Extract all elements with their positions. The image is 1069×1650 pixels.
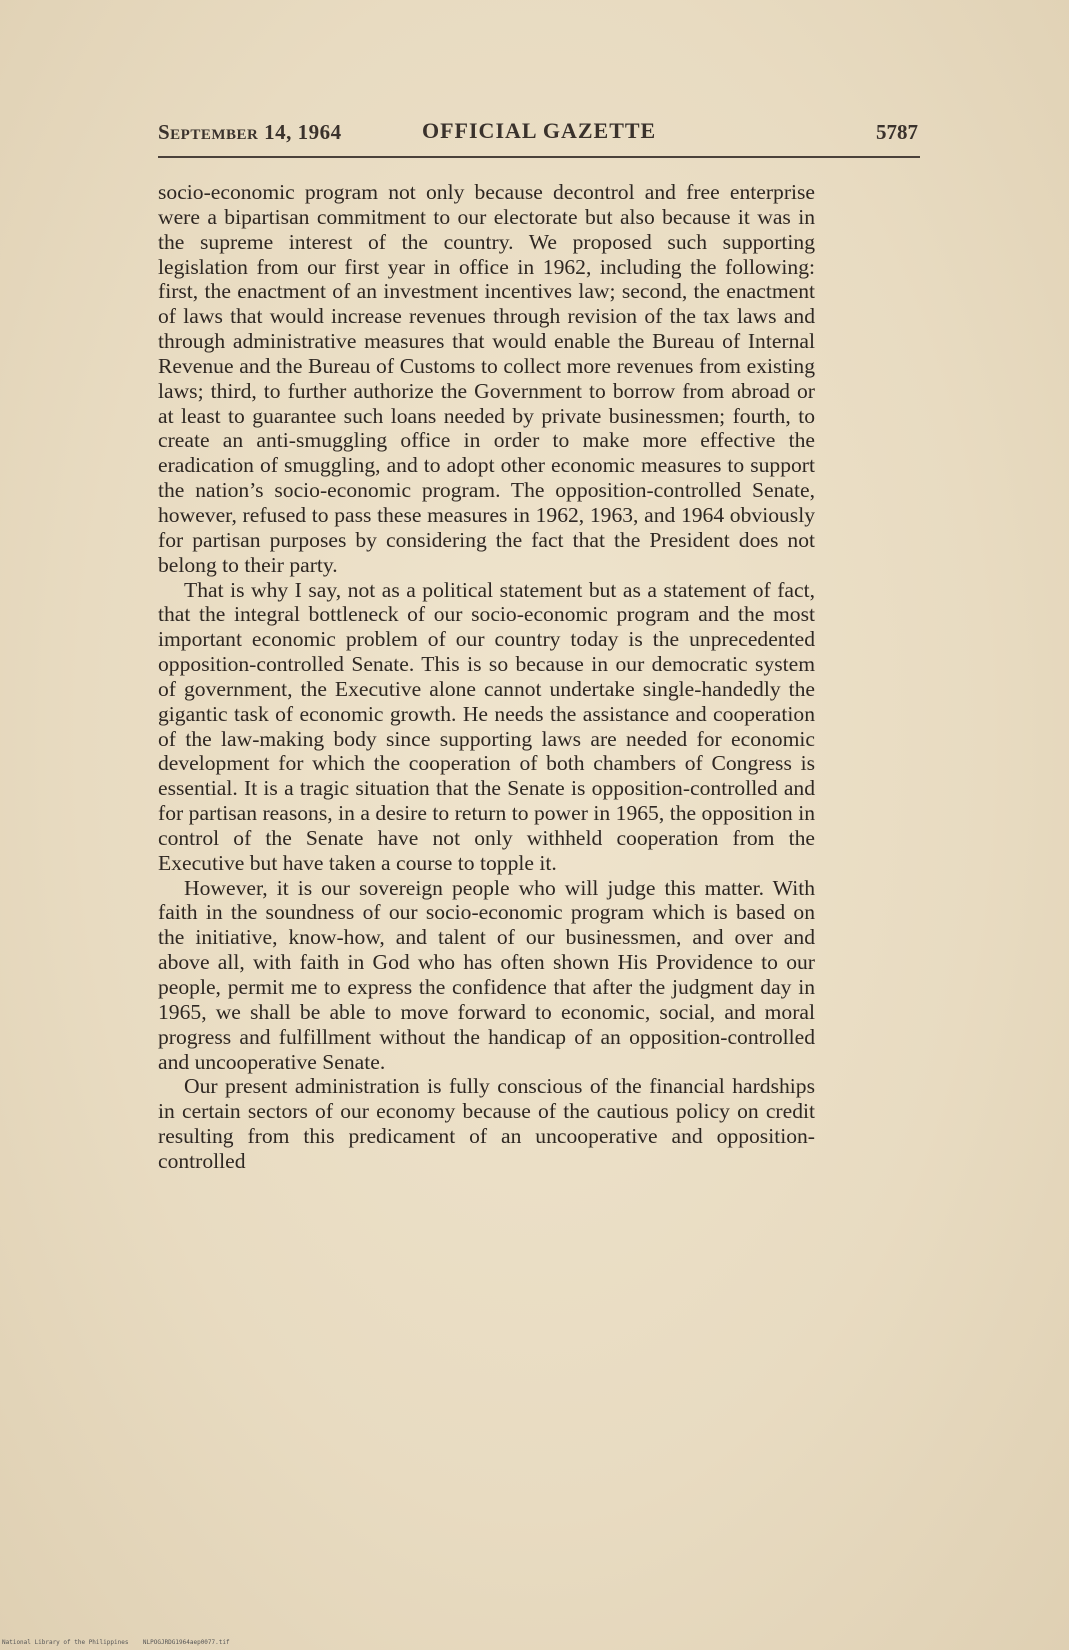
paragraph: Our present administration is fully conscious of the financial hardships in certain sectors of our economy because of the cautious policy on credit resulting from this predicament of an uncooperative and opposition-controlled <box>158 1074 815 1173</box>
footer-source: National Library of the Philippines <box>2 1639 129 1646</box>
paragraph: socio-economic program not only because decontrol and free enterprise were a bipartisan commitment to our electorate but also because it was in the supreme interest of the country. We proposed such supporting legislation from our first year in office in 1962, including the following: first, the enactment of an investment incentives law; second, the enactment of laws that would increase revenues through revision of the tax laws and through administrative measures that would enable the Bureau of Internal Revenue and the Bureau of Customs to collect more revenues from existing laws; third, to further authorize the Government to borrow from abroad or at least to guarantee such loans needed by private businessmen; fourth, to create an anti-smuggling office in order to make more effective the eradication of smuggling, and to adopt other economic measures to support the nation’s socio-economic program. The opposition-controlled Senate, however, refused to pass these measures in 1962, 1963, and 1964 obviously for partisan purposes by considering the fact that the President does not belong to their party. <box>158 180 815 577</box>
header-rule <box>158 156 920 158</box>
header-date: September 14, 1964 <box>158 120 342 144</box>
footer-filename: NLPOGJRDG1964aep0077.tif <box>142 1639 230 1646</box>
header-page-number: 5787 <box>876 120 918 144</box>
header-publication-title: OFFICIAL GAZETTE <box>422 118 657 143</box>
scan-footer <box>2 1639 230 1646</box>
paragraph: That is why I say, not as a political statement but as a statement of fact, that the integral bottleneck of our socio-economic program and the most important economic problem of our country today is the unprecedented opposition-controlled Senate. This is so because in our democratic system of government, the Executive alone cannot undertake single-handedly the gigantic task of economic growth. He needs the assistance and cooperation of the law-making body since supporting laws are needed for economic development for which the cooperation of both chambers of Congress is essential. It is a tragic situation that the Senate is opposition-controlled and for partisan reasons, in a desire to return to power in 1965, the opposition in control of the Senate have not only withheld cooperation from the Executive but have taken a course to topple it. <box>158 577 815 875</box>
paragraph: However, it is our sovereign people who will judge this matter. With faith in the soundness of our socio-economic program which is based on the initiative, know-how, and talent of our businessmen, and over and above all, with faith in God who has often shown His Providence to our people, permit me to express the confidence that after the judgment day in 1965, we shall be able to move forward to economic, social, and moral progress and fulfillment without the handicap of an opposition-controlled and uncooperative Senate. <box>158 875 815 1074</box>
running-header <box>158 116 918 146</box>
article-body <box>158 180 815 1174</box>
